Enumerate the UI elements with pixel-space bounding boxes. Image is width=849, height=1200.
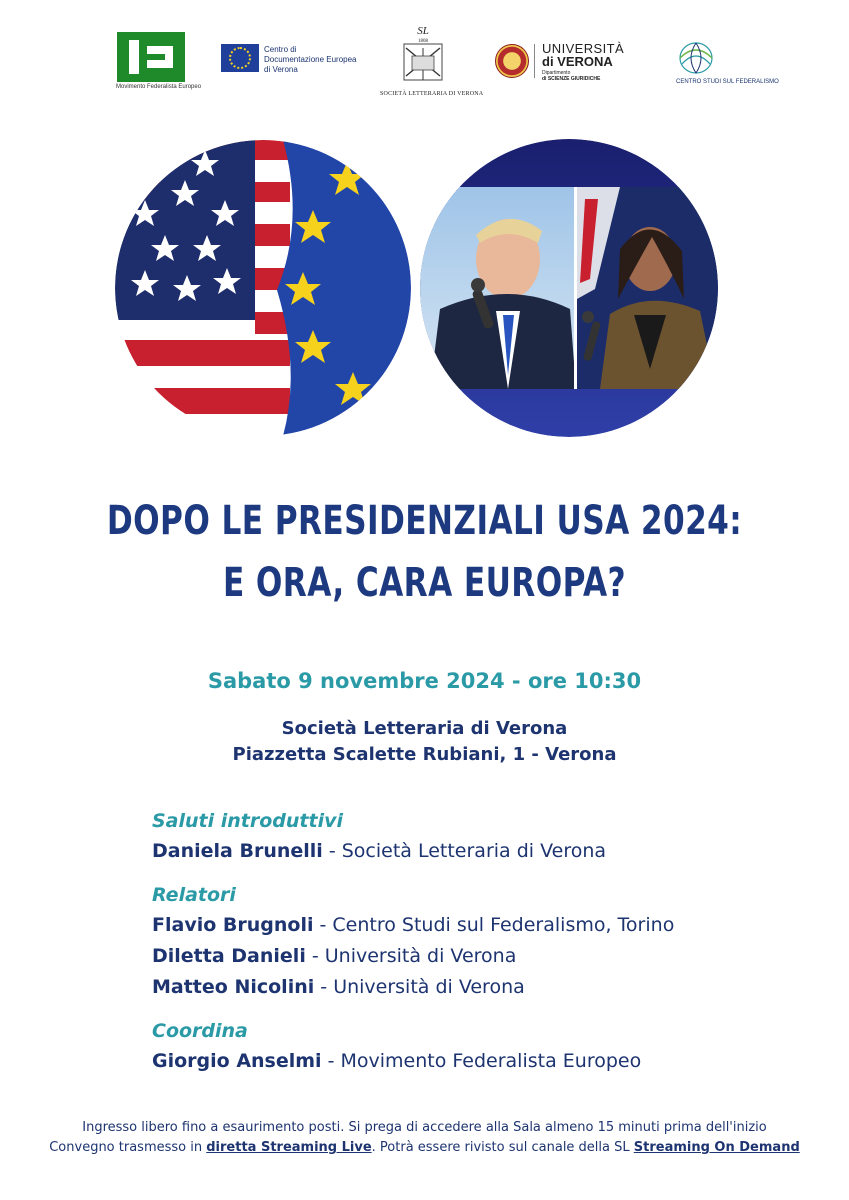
- speaker-name: Daniela Brunelli: [152, 840, 323, 862]
- speaker-name: Giorgio Anselmi: [152, 1050, 322, 1072]
- streaming-on-demand-link[interactable]: Streaming On Demand: [633, 1140, 800, 1155]
- speaker-affiliation: Centro Studi sul Federalismo, Torino: [332, 914, 675, 936]
- section-heading-speakers: Relatori: [152, 884, 236, 906]
- speaker-row: Giorgio Anselmi - Movimento Federalista Europeo: [152, 1050, 642, 1072]
- soc-year: 1808: [418, 39, 428, 44]
- candidates-photo: [420, 139, 718, 437]
- csf-globe-icon: [676, 40, 716, 76]
- section-heading-greetings: Saluti introduttivi: [152, 810, 344, 832]
- speaker-name: Matteo Nicolini: [152, 976, 315, 998]
- speaker-affiliation: Università di Verona: [324, 945, 517, 967]
- univr-seal-icon: [495, 44, 529, 78]
- venue-name: Società Letteraria di Verona: [281, 718, 568, 739]
- societa-caption: SOCIETÀ LETTERARIA DI VERONA: [380, 91, 484, 97]
- eu-flag-icon: [221, 44, 259, 72]
- univr-name-line2: di VERONA: [542, 54, 613, 69]
- event-title-line2: E ORA, CARA EUROPA?: [222, 560, 627, 606]
- event-date: Sabato 9 novembre 2024 - ore 10:30: [207, 669, 642, 693]
- speaker-name: Diletta Danieli: [152, 945, 306, 967]
- soc-monogram: SL: [417, 25, 429, 37]
- cde-logo-text: Centro di Documentazione Europea di Verona: [264, 45, 357, 74]
- speaker-row: Diletta Danieli - Università di Verona: [152, 945, 517, 967]
- mfe-e-mark: [129, 40, 173, 74]
- speaker-affiliation: Società Letteraria di Verona: [341, 840, 607, 862]
- footer-streaming-note: Convegno trasmesso in diretta Streaming Live. Potrà essere rivisto sul canale della SL Streaming On Demand: [49, 1140, 800, 1155]
- csf-caption: CENTRO STUDI SUL FEDERALISMO: [676, 79, 779, 85]
- event-title-line1: DOPO LE PRESIDENZIALI USA 2024:: [106, 498, 743, 544]
- univr-divider: [534, 44, 535, 78]
- venue-address: Piazzetta Scalette Rubiani, 1 - Verona: [232, 744, 617, 765]
- section-heading-moderator: Coordina: [152, 1020, 248, 1042]
- speaker-affiliation: Movimento Federalista Europeo: [340, 1050, 642, 1072]
- streaming-live-link[interactable]: diretta Streaming Live: [206, 1140, 372, 1155]
- speaker-affiliation: Università di Verona: [333, 976, 525, 998]
- mfe-caption: Movimento Federalista Europeo: [116, 84, 202, 90]
- footer-admission-note: Ingresso libero fino a esaurimento posti. Si prega di accedere alla Sala almeno 15 minuti prima dell'inizio: [82, 1120, 767, 1135]
- speaker-row: Matteo Nicolini - Università di Verona: [152, 976, 525, 998]
- us-eu-flags-image: [115, 140, 411, 436]
- speaker-row: Daniela Brunelli - Società Letteraria di Verona: [152, 840, 607, 862]
- univr-dept: Dipartimento di SCIENZE GIURIDICHE: [542, 70, 601, 82]
- societa-letteraria-emblem: [400, 22, 446, 84]
- mfe-logo: [117, 32, 185, 82]
- speaker-row: Flavio Brugnoli - Centro Studi sul Federalismo, Torino: [152, 914, 675, 936]
- speaker-name: Flavio Brugnoli: [152, 914, 314, 936]
- univr-name-line1: UNIVERSITÀ: [542, 41, 625, 56]
